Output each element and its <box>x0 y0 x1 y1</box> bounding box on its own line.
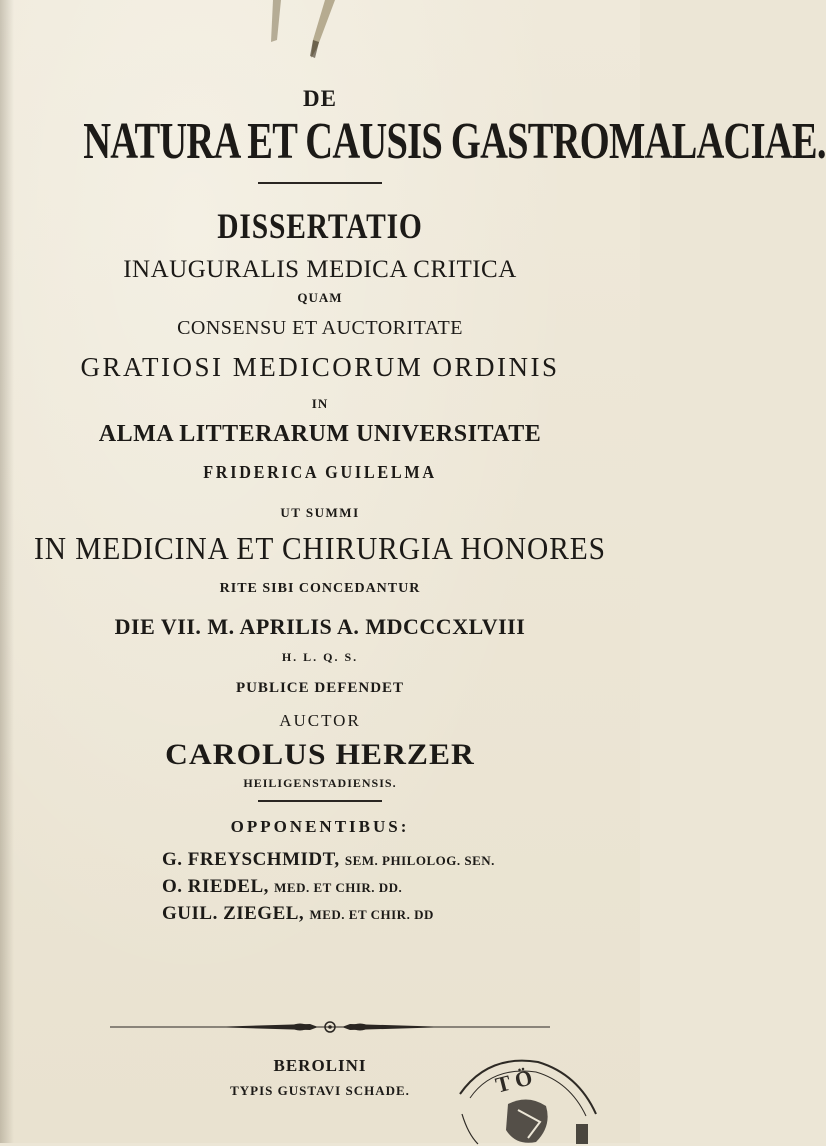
in-medicina-line: IN MEDICINA ET CHIRURGIA HONORES <box>34 530 606 566</box>
university-name: FRIDERICA GUILELMA <box>203 462 437 482</box>
ornamental-rule <box>110 1020 550 1034</box>
opponent-title: SEM. PHILOLOG. SEN. <box>344 853 495 868</box>
stamp-text: T Ö <box>492 1064 535 1098</box>
inauguralis-line: INAUGURALIS MEDICA CRITICA <box>123 256 517 283</box>
author-name: CAROLUS HERZER <box>165 738 475 771</box>
page-edge-shadow <box>0 0 14 1143</box>
gratiosi-line: GRATIOSI MEDICORUM ORDINIS <box>80 352 560 382</box>
consensu-line: CONSENSU ET AUCTORITATE <box>177 317 463 339</box>
printer-imprint: TYPIS GUSTAVI SCHADE. <box>230 1083 410 1098</box>
divider-rule <box>258 182 382 184</box>
in-line: IN <box>311 396 329 411</box>
date-line: DIE VII. M. APRILIS A. MDCCCXLVIII <box>114 614 526 639</box>
opponent-name: G. FREYSCHMIDT, <box>162 849 340 870</box>
ut-summi-line: UT SUMMI <box>280 505 360 520</box>
title-de: DE <box>303 86 337 111</box>
divider-rule <box>258 800 382 802</box>
ink-blot-marks <box>255 0 375 70</box>
city-imprint: BEROLINI <box>273 1056 367 1075</box>
alma-line: ALMA LITTERARUM UNIVERSITATE <box>98 421 542 447</box>
quam-line: QUAM <box>297 290 343 305</box>
opponent-entry <box>162 903 434 925</box>
opponentibus-heading: OPPONENTIBUS: <box>230 817 410 836</box>
auctor-line: AUCTOR <box>279 711 361 730</box>
opponent-entry <box>162 876 402 898</box>
author-origin: HEILIGENSTADIENSIS. <box>243 776 397 790</box>
hlqs-line: H. L. Q. S. <box>281 650 359 664</box>
library-stamp-seal <box>448 1054 598 1146</box>
opponent-title: MED. ET CHIR. DD <box>309 907 434 922</box>
publice-line: PUBLICE DEFENDET <box>235 680 405 696</box>
opponent-entry <box>162 849 495 871</box>
dissertatio-heading: DISSERTATIO <box>217 206 423 246</box>
main-title: NATURA ET CAUSIS GASTROMALACIAE. <box>83 113 826 170</box>
opponent-name: O. RIEDEL, <box>162 876 269 897</box>
opponent-name: GUIL. ZIEGEL, <box>162 903 305 924</box>
opponent-title: MED. ET CHIR. DD. <box>274 880 403 895</box>
rite-line: RITE SIBI CONCEDANTUR <box>219 581 421 596</box>
